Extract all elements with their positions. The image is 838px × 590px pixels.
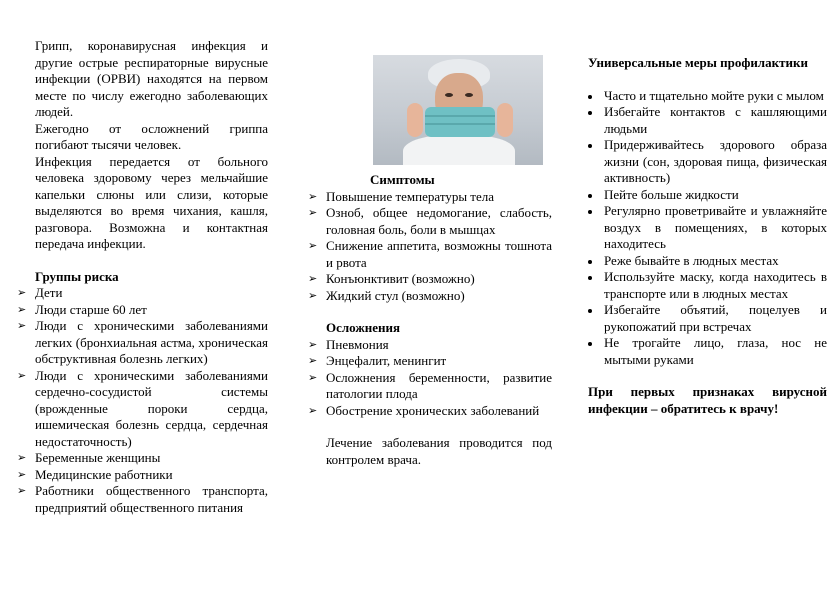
list-item: Используйте маску, когда находитесь в транспорте или в людных местах: [588, 269, 827, 302]
list-item: ➢ Дети: [17, 285, 268, 302]
list-item: ➢ Беременные женщины: [17, 450, 268, 467]
hand-shape: [407, 103, 423, 137]
list-item: Избегайте объятий, поцелуев и рукопожатий при встречах: [588, 302, 827, 335]
list-item: ➢ Люди с хроническими заболеваниями сердечно-сосудистой системы (врожденные пороки сердца, ишемическая болезнь сердца, сердечная недостаточность): [17, 368, 268, 451]
intro-paragraph: Инфекция передается от больного человека здоровому через мельчайшие капельки слюны или слизи, которые выделяются во время чихания, кашля, разговора. Возможна и контактная передача инфекции.: [35, 153, 268, 251]
column-intro: [35, 38, 268, 516]
prevention-title: Универсальные меры профилактики: [588, 55, 808, 70]
list-item: ➢ Медицинские работники: [17, 467, 268, 484]
list-item: Не трогайте лицо, глаза, нос не мытыми руками: [588, 335, 827, 368]
intro-paragraph: Грипп, коронавирусная инфекция и другие острые респираторные вирусные инфекции (ОРВИ) находятся на первом месте по числу ежегодно заболевающих людей.: [35, 38, 268, 119]
symptoms-title: Симптомы: [370, 172, 435, 187]
list-item: Придерживайтесь здорового образа жизни (сон, здоровая пища, физическая активность): [588, 137, 827, 187]
list-item: ➢ Озноб, общее недомогание, слабость, головная боль, боли в мышцах: [308, 205, 552, 238]
treatment-note: Лечение заболевания проводится под контролем врача.: [326, 435, 552, 467]
list-item: Реже бывайте в людных местах: [588, 253, 827, 270]
list-item: Часто и тщательно мойте руки с мылом: [588, 88, 827, 105]
risk-groups-title: Группы риска: [35, 268, 119, 284]
list-item: ➢ Повышение температуры тела: [308, 189, 552, 206]
list-item: ➢ Снижение аппетита, возможны тошнота и рвота: [308, 238, 552, 271]
person-with-mask-photo: [373, 55, 543, 165]
list-item: ➢ Жидкий стул (возможно): [308, 288, 552, 305]
list-item: Пейте больше жидкости: [588, 187, 827, 204]
list-item: Регулярно проветривайте и увлажняйте воздух в помещениях, в которых находитесь: [588, 203, 827, 253]
eye-shape: [465, 93, 473, 97]
column-prevention: [588, 55, 827, 417]
list-item: ➢ Пневмония: [308, 337, 552, 354]
hand-shape: [497, 103, 513, 137]
mask-fold: [425, 115, 495, 117]
coat-shape: [403, 135, 515, 165]
mask-shape: [425, 107, 495, 137]
list-item: ➢ Осложнения беременности, развитие патологии плода: [308, 370, 552, 403]
risk-groups-list: [17, 285, 268, 516]
final-note: При первых признаках вирусной инфекции – обратитесь к врачу!: [588, 384, 827, 416]
list-item: ➢ Работники общественного транспорта, предприятий общественного питания: [17, 483, 268, 516]
eye-shape: [445, 93, 453, 97]
complications-title: Осложнения: [326, 320, 401, 335]
symptoms-list: [308, 189, 552, 305]
prevention-list: [588, 88, 827, 369]
mask-fold: [425, 123, 495, 125]
list-item: ➢ Конъюнктивит (возможно): [308, 271, 552, 288]
list-item: ➢ Обострение хронических заболеваний: [308, 403, 552, 420]
complications-list: [308, 337, 552, 420]
list-item: ➢ Энцефалит, менингит: [308, 353, 552, 370]
list-item: ➢ Люди с хроническими заболеваниями легких (бронхиальная астма, хроническая обструктивная болезнь легких): [17, 318, 268, 368]
list-item: Избегайте контактов с кашляющими людьми: [588, 104, 827, 137]
intro-paragraph: Ежегодно от осложнений гриппа погибают тысячи человек.: [35, 120, 268, 152]
list-item: ➢ Люди старше 60 лет: [17, 302, 268, 319]
